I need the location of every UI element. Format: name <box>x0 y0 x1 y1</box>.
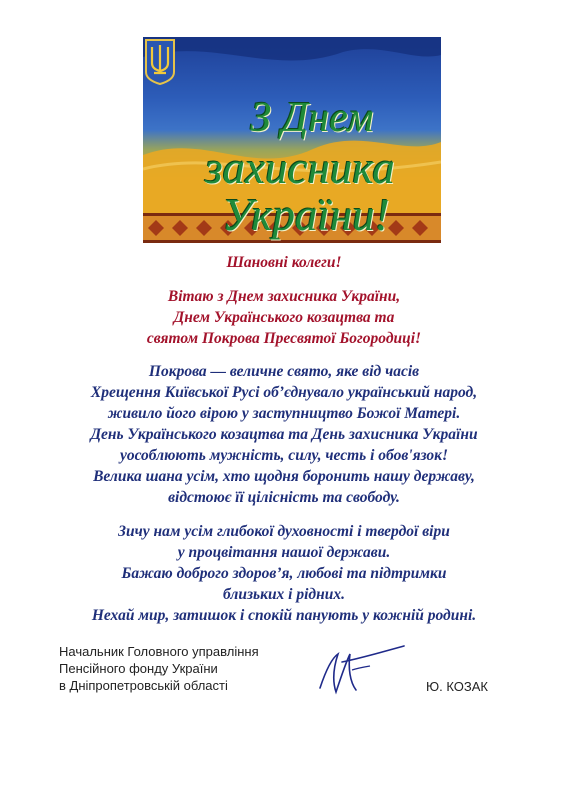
paragraph2-line: Зичу нам усім глибокої духовності і твердої віри <box>118 523 450 540</box>
paragraph1-line: Велика шана усім, хто щодня боронить нашу державу, <box>93 468 475 485</box>
paragraph1-line: живило його вірою у заступництво Божої Матері. <box>107 405 461 422</box>
greeting: Шановні колеги! <box>226 254 342 271</box>
paragraph1-line: Хрещення Київської Русі об’єднувало український народ, <box>90 384 478 401</box>
paragraph1-line: Покрова — величне свято, яке від часів <box>148 363 420 380</box>
intro-line: Вітаю з Днем захисника України, <box>167 288 401 305</box>
signatory-position-line: Начальник Головного управління <box>59 644 259 659</box>
paragraph1-line: відстоює її цілісність та свободу. <box>168 489 400 506</box>
signatory-position-line: Пенсійного фонду України <box>59 661 218 676</box>
holiday-banner <box>143 37 441 243</box>
intro-line: Днем Українського козацтва та <box>173 309 395 326</box>
trident-icon <box>143 37 177 85</box>
handwritten-signature <box>312 640 408 700</box>
signatory-name: Ю. КОЗАК <box>426 679 488 694</box>
paragraph2-line: близьких і рідних. <box>223 586 345 603</box>
paragraph1-line: уособлюють мужність, силу, честь і обов'язок! <box>119 447 449 464</box>
paragraph2-line: Бажаю доброго здоров’я, любові та підтримки <box>121 565 447 582</box>
banner-title-line-3: України! <box>222 190 390 240</box>
signatory-position-line: в Дніпропетровській області <box>59 678 228 693</box>
banner-title-line-1: З Днем <box>250 95 374 141</box>
paragraph2-line: Нехай мир, затишок і спокій панують у кожній родині. <box>91 607 477 624</box>
banner-title-line-2: захисника <box>205 143 395 193</box>
paragraph1-line: День Українського козацтва та День захисника України <box>90 426 478 443</box>
paragraph2-line: у процвітання нашої держави. <box>177 544 391 561</box>
intro-line: святом Покрова Пресвятої Богородиці! <box>146 330 422 347</box>
